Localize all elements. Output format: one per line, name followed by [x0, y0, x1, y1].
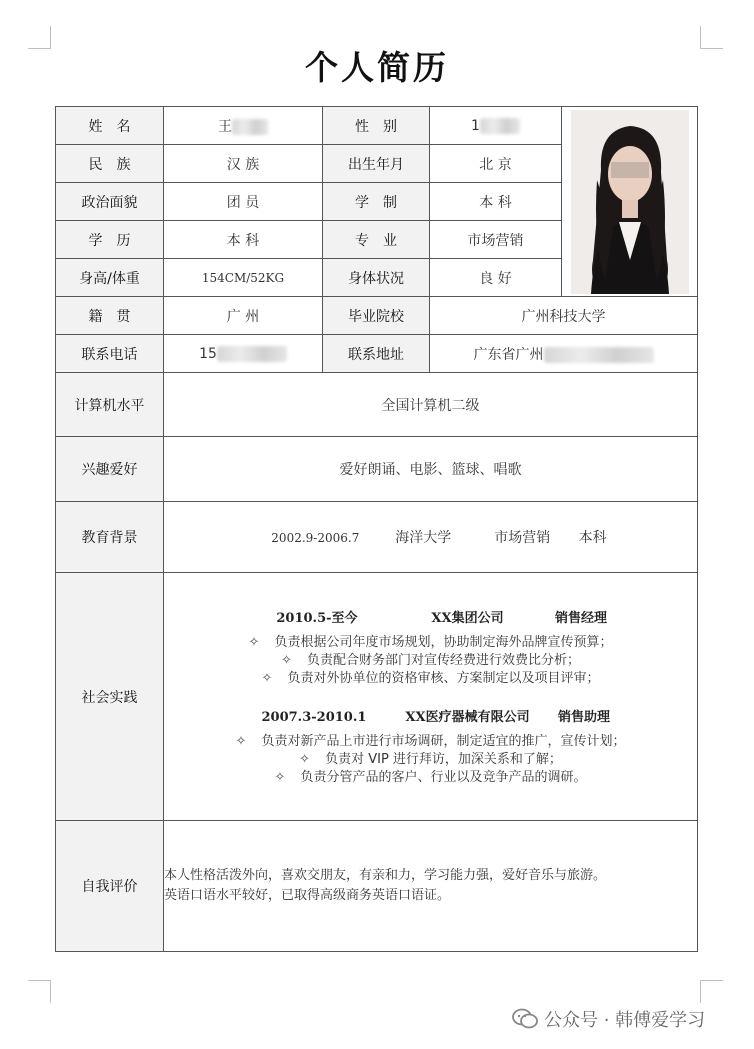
bullet-icon: ✧	[274, 770, 286, 785]
degree-label: 学 历	[56, 221, 164, 259]
education-period: 2002.9-2006.7	[271, 531, 360, 545]
name-value: 王	[164, 107, 323, 145]
schooling-label: 学 制	[323, 183, 430, 221]
watermark-text: 公众号 · 韩傅爱学习	[544, 1010, 706, 1031]
address-value: 广东省广州	[430, 335, 698, 373]
self-eval-value	[164, 821, 698, 952]
job-company: XX医疗器械有限公司	[405, 710, 530, 725]
schooling-value: 本 科	[430, 183, 562, 221]
education-label: 教育背景	[56, 502, 164, 573]
resume-table	[55, 106, 698, 952]
bullet-icon: ✧	[280, 653, 292, 668]
job-company: XX集团公司	[431, 611, 504, 626]
phone-value: 15	[164, 335, 323, 373]
job-2-duties	[164, 733, 697, 787]
self-eval-line: 英语口语水平较好，已取得高级商务英语口语证。	[164, 888, 451, 903]
birth-value: 北 京	[430, 145, 562, 183]
list-item: ✧ 负责根据公司年度市场规划，协助制定海外品牌宣传预算；	[248, 635, 613, 650]
hobby-value: 爱好朗诵、电影、篮球、唱歌	[164, 437, 698, 502]
redaction-blur	[232, 119, 268, 135]
gender-value: 1	[430, 107, 562, 145]
height-weight-label: 身高/体重	[56, 259, 164, 297]
school-value: 广州科技大学	[430, 297, 698, 335]
bullet-icon: ✧	[261, 671, 273, 686]
major-label: 专 业	[323, 221, 430, 259]
list-item: ✧ 负责配合财务部门对宣传经费进行效费比分析；	[280, 653, 580, 668]
ethnic-value: 汉 族	[164, 145, 323, 183]
major-value: 市场营销	[430, 221, 562, 259]
practice-value	[164, 573, 698, 821]
job-period: 2010.5-至今	[276, 611, 358, 626]
list-item: ✧ 负责对外协单位的资格审核、方案制定以及项目评审；	[261, 671, 600, 686]
education-major: 市场营销	[494, 530, 551, 546]
bullet-icon: ✧	[299, 752, 310, 767]
practice-label: 社会实践	[56, 573, 164, 821]
computer-value: 全国计算机二级	[164, 373, 698, 437]
ethnic-label: 民 族	[56, 145, 164, 183]
job-2-header	[164, 706, 697, 725]
education-value	[164, 502, 698, 573]
phone-label: 联系电话	[56, 335, 164, 373]
redaction-blur	[480, 118, 520, 134]
education-school: 海洋大学	[395, 530, 452, 546]
school-label: 毕业院校	[323, 297, 430, 335]
job-position: 销售助理	[558, 710, 611, 725]
computer-label: 计算机水平	[56, 373, 164, 437]
health-value: 良 好	[430, 259, 562, 297]
job-period: 2007.3-2010.1	[261, 710, 367, 725]
name-label: 姓 名	[56, 107, 164, 145]
political-value: 团 员	[164, 183, 323, 221]
job-1-duties	[164, 634, 697, 688]
political-label: 政治面貌	[56, 183, 164, 221]
list-item: ✧ 负责对 VIP 进行拜访，加深关系和了解；	[299, 752, 562, 767]
bullet-icon: ✧	[248, 635, 260, 650]
height-weight-value: 154CM/52KG	[164, 259, 323, 297]
birth-label: 出生年月	[323, 145, 430, 183]
self-eval-line: 本人性格活泼外向，喜欢交朋友，有亲和力，学习能力强，爱好音乐与旅游。	[164, 868, 607, 883]
list-item: ✧ 负责分管产品的客户、行业以及竞争产品的调研。	[274, 770, 587, 785]
watermark	[512, 1006, 705, 1032]
self-eval-label: 自我评价	[56, 821, 164, 952]
job-position: 销售经理	[555, 611, 608, 626]
bullet-icon: ✧	[235, 734, 247, 749]
crop-mark-bottom-left	[28, 980, 51, 1003]
address-label: 联系地址	[323, 335, 430, 373]
education-degree: 本科	[578, 530, 607, 546]
gender-label: 性 别	[323, 107, 430, 145]
page-title: 个人简历	[305, 48, 449, 87]
health-label: 身体状况	[323, 259, 430, 297]
degree-value: 本 科	[164, 221, 323, 259]
redaction-blur	[544, 347, 654, 363]
redaction-blur	[217, 346, 287, 362]
photo-cell	[562, 107, 698, 297]
job-1-header	[164, 607, 697, 626]
hobby-label: 兴趣爱好	[56, 437, 164, 502]
hometown-value: 广 州	[164, 297, 323, 335]
wechat-icon	[512, 1008, 538, 1030]
crop-mark-bottom-right	[700, 980, 723, 1003]
hometown-label: 籍 贯	[56, 297, 164, 335]
portrait-photo	[571, 110, 689, 294]
list-item: ✧ 负责对新产品上市进行市场调研，制定适宜的推广，宣传计划；	[235, 734, 626, 749]
row-name	[56, 107, 698, 145]
